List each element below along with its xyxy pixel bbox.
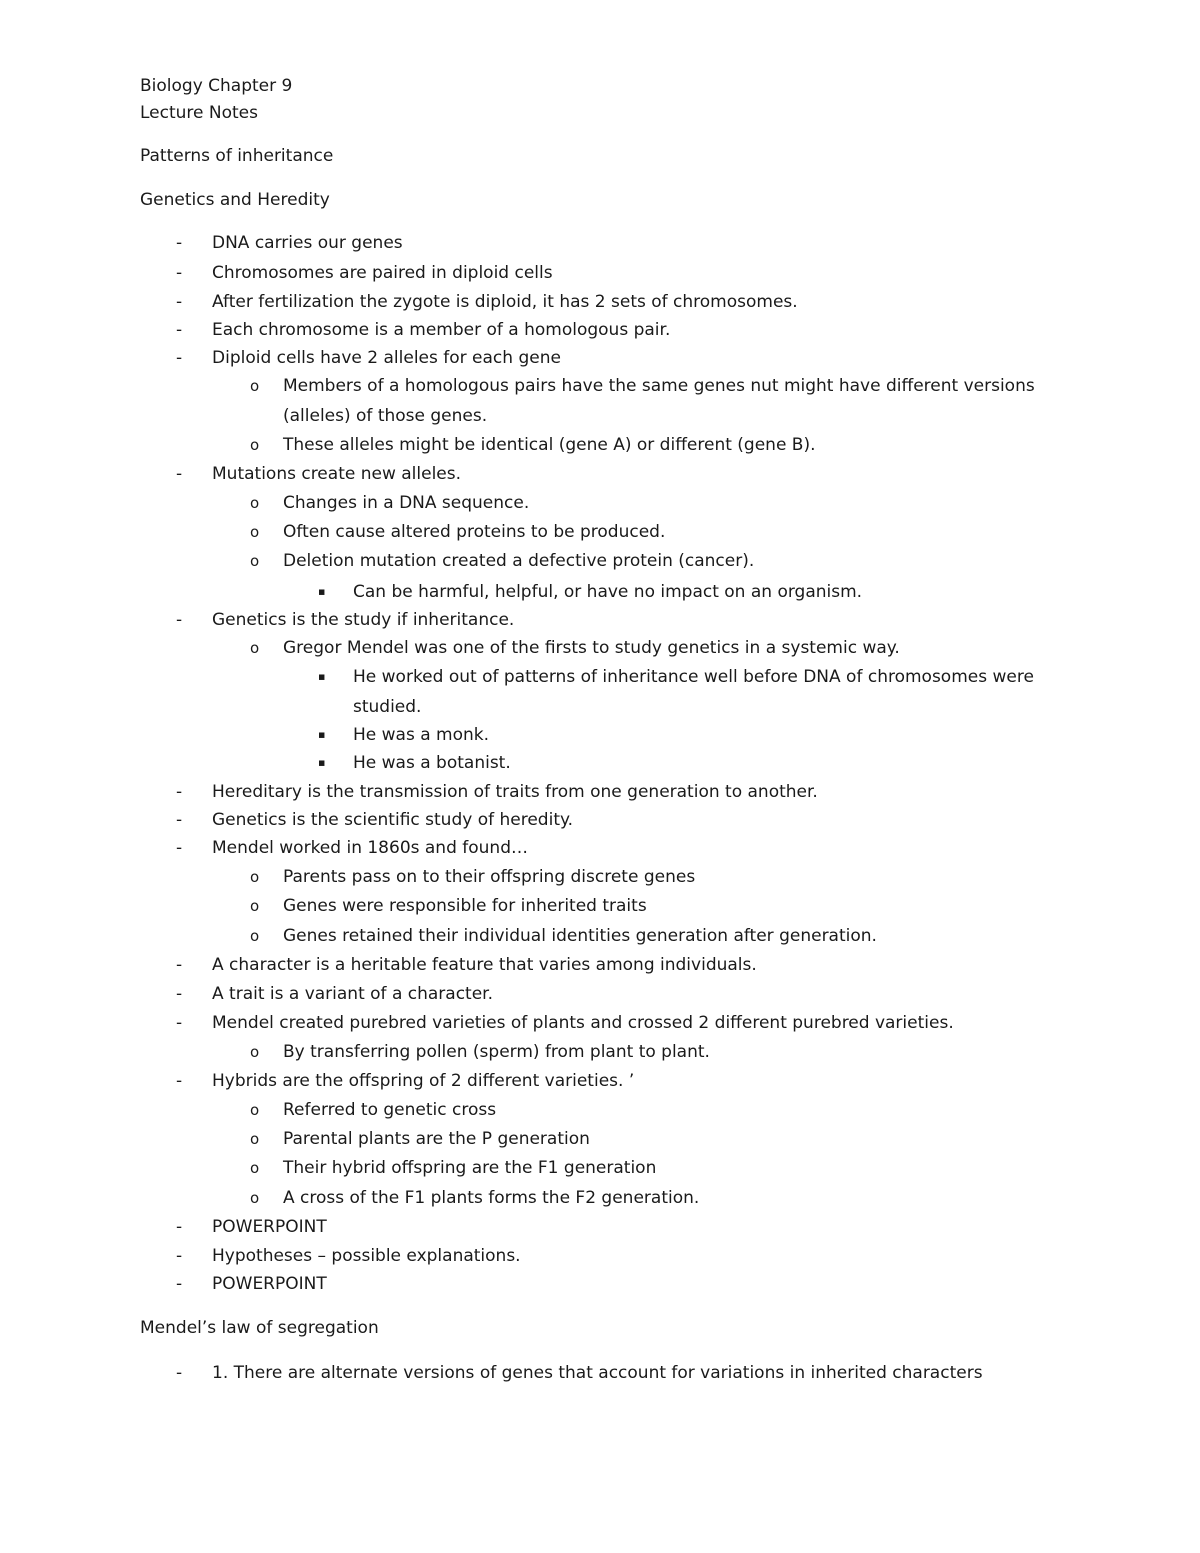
- dash-bullet-icon: -: [176, 810, 183, 830]
- circle-bullet-icon: o: [250, 868, 260, 886]
- list-item: After fertilization the zygote is diploid, it has 2 sets of chromosomes.: [212, 292, 798, 312]
- dash-bullet-icon: -: [176, 1217, 183, 1237]
- dash-bullet-icon: -: [176, 233, 183, 253]
- list-item: DNA carries our genes: [212, 233, 403, 253]
- list-item: Each chromosome is a member of a homologous pair.: [212, 320, 671, 340]
- circle-bullet-icon: o: [250, 436, 260, 454]
- circle-bullet-icon: o: [250, 377, 260, 395]
- list-item: Often cause altered proteins to be produced.: [283, 522, 666, 542]
- list-item: Mutations create new alleles.: [212, 464, 462, 484]
- square-bullet-icon: ▪: [318, 585, 326, 598]
- list-item: Diploid cells have 2 alleles for each gene: [212, 348, 561, 368]
- list-item: By transferring pollen (sperm) from plant to plant.: [283, 1042, 710, 1062]
- list-item: Hereditary is the transmission of traits from one generation to another.: [212, 782, 818, 802]
- circle-bullet-icon: o: [250, 1043, 260, 1061]
- topic-heading: Patterns of inheritance: [140, 146, 334, 166]
- square-bullet-icon: ▪: [318, 728, 326, 741]
- list-item: A trait is a variant of a character.: [212, 984, 494, 1004]
- list-item: Members of a homologous pairs have the same genes nut might have different versions: [283, 376, 1035, 396]
- dash-bullet-icon: -: [176, 1274, 183, 1294]
- section-heading: Mendel’s law of segregation: [140, 1318, 379, 1338]
- list-item: Changes in a DNA sequence.: [283, 493, 530, 513]
- list-item: Gregor Mendel was one of the firsts to study genetics in a systemic way.: [283, 638, 900, 658]
- list-item: Genetics is the study if inheritance.: [212, 610, 515, 630]
- list-item: A character is a heritable feature that varies among individuals.: [212, 955, 757, 975]
- list-item: Genes were responsible for inherited traits: [283, 896, 647, 916]
- list-item: Genes retained their individual identities generation after generation.: [283, 926, 877, 946]
- document-title: Biology Chapter 9: [140, 76, 293, 96]
- dash-bullet-icon: -: [176, 263, 183, 283]
- list-item: POWERPOINT: [212, 1274, 327, 1294]
- list-item: Mendel worked in 1860s and found…: [212, 838, 529, 858]
- list-item: Mendel created purebred varieties of plants and crossed 2 different purebred varieties.: [212, 1013, 954, 1033]
- square-bullet-icon: ▪: [318, 756, 326, 769]
- section-heading: Genetics and Heredity: [140, 190, 330, 210]
- list-item: studied.: [353, 697, 422, 717]
- dash-bullet-icon: -: [176, 1071, 183, 1091]
- list-item: These alleles might be identical (gene A) or different (gene B).: [283, 435, 816, 455]
- circle-bullet-icon: o: [250, 1130, 260, 1148]
- list-item: Parents pass on to their offspring discrete genes: [283, 867, 696, 887]
- list-item: (alleles) of those genes.: [283, 406, 488, 426]
- dash-bullet-icon: -: [176, 838, 183, 858]
- dash-bullet-icon: -: [176, 1246, 183, 1266]
- list-item: POWERPOINT: [212, 1217, 327, 1237]
- dash-bullet-icon: -: [176, 292, 183, 312]
- dash-bullet-icon: -: [176, 782, 183, 802]
- square-bullet-icon: ▪: [318, 670, 326, 683]
- list-item: Parental plants are the P generation: [283, 1129, 590, 1149]
- circle-bullet-icon: o: [250, 897, 260, 915]
- circle-bullet-icon: o: [250, 494, 260, 512]
- list-item: 1. There are alternate versions of genes that account for variations in inherited characters: [212, 1363, 983, 1383]
- dash-bullet-icon: -: [176, 1013, 183, 1033]
- circle-bullet-icon: o: [250, 1159, 260, 1177]
- document-subtitle: Lecture Notes: [140, 103, 258, 123]
- circle-bullet-icon: o: [250, 1189, 260, 1207]
- list-item: A cross of the F1 plants forms the F2 generation.: [283, 1188, 700, 1208]
- list-item: He was a monk.: [353, 725, 490, 745]
- list-item: Can be harmful, helpful, or have no impact on an organism.: [353, 582, 863, 602]
- list-item: Hybrids are the offspring of 2 different varieties. ’: [212, 1071, 635, 1091]
- list-item: Their hybrid offspring are the F1 generation: [283, 1158, 657, 1178]
- dash-bullet-icon: -: [176, 984, 183, 1004]
- dash-bullet-icon: -: [176, 955, 183, 975]
- list-item: Chromosomes are paired in diploid cells: [212, 263, 553, 283]
- dash-bullet-icon: -: [176, 1363, 183, 1383]
- circle-bullet-icon: o: [250, 927, 260, 945]
- circle-bullet-icon: o: [250, 639, 260, 657]
- dash-bullet-icon: -: [176, 610, 183, 630]
- dash-bullet-icon: -: [176, 320, 183, 340]
- circle-bullet-icon: o: [250, 523, 260, 541]
- list-item: Genetics is the scientific study of heredity.: [212, 810, 574, 830]
- list-item: Deletion mutation created a defective protein (cancer).: [283, 551, 755, 571]
- list-item: Hypotheses – possible explanations.: [212, 1246, 521, 1266]
- dash-bullet-icon: -: [176, 348, 183, 368]
- circle-bullet-icon: o: [250, 1101, 260, 1119]
- dash-bullet-icon: -: [176, 464, 183, 484]
- list-item: He worked out of patterns of inheritance well before DNA of chromosomes were: [353, 667, 1034, 687]
- list-item: He was a botanist.: [353, 753, 511, 773]
- list-item: Referred to genetic cross: [283, 1100, 497, 1120]
- circle-bullet-icon: o: [250, 552, 260, 570]
